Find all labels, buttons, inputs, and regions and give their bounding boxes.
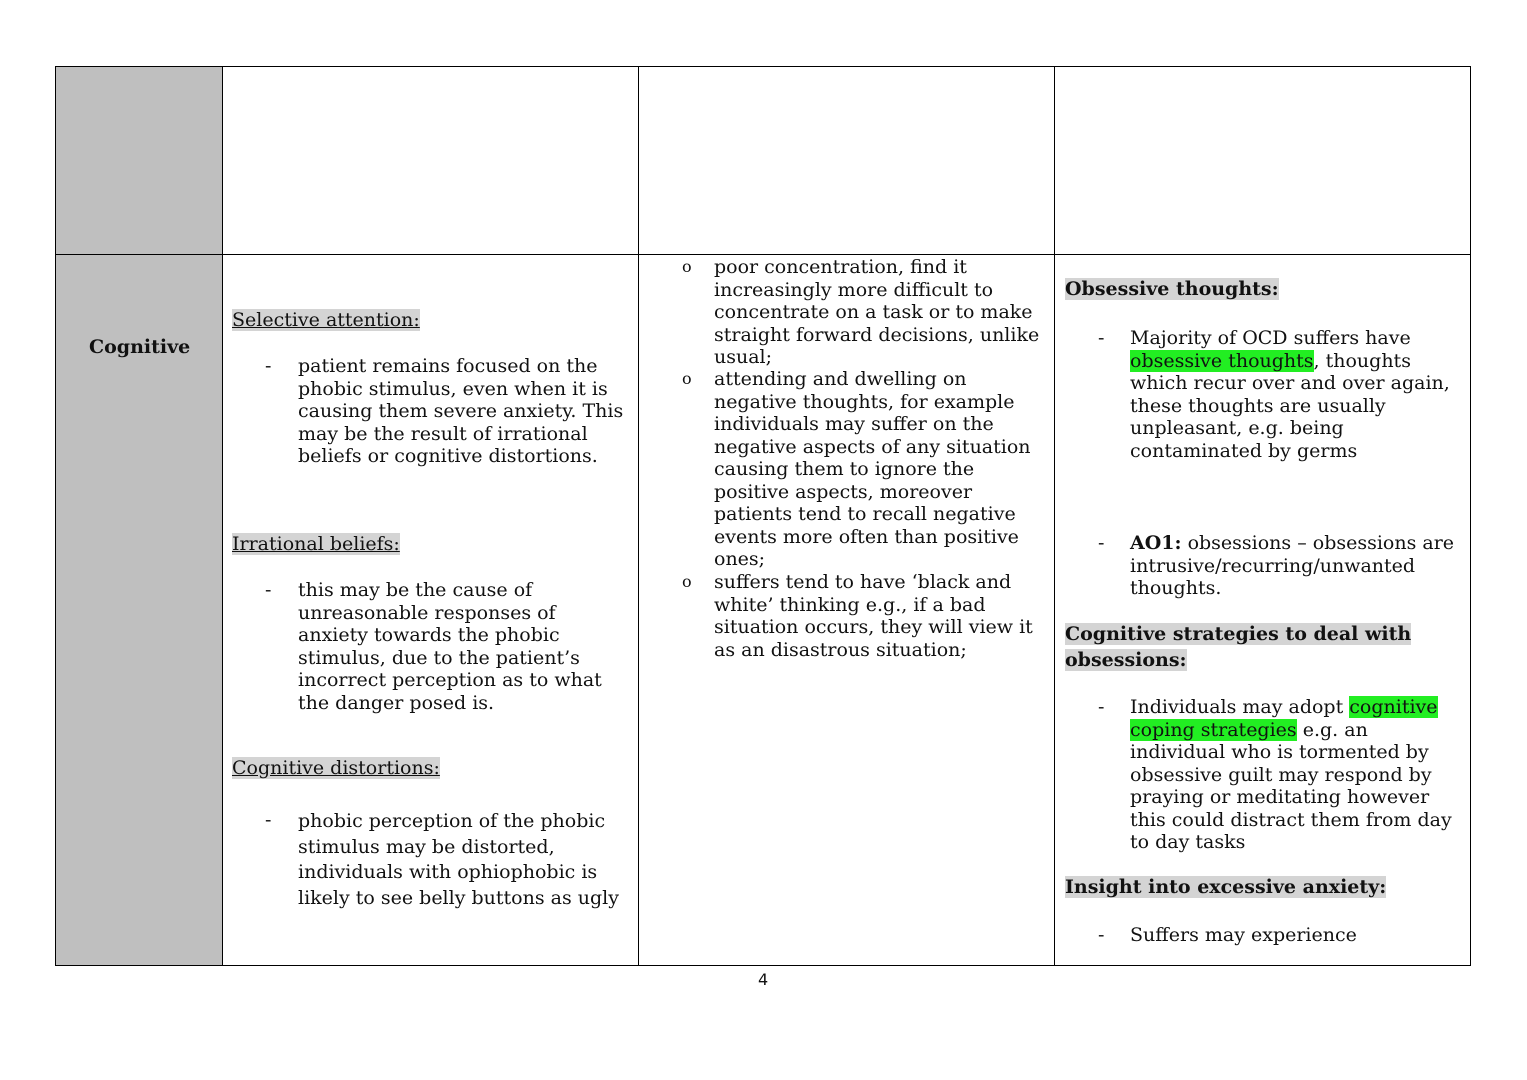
highlight-cognitive: cognitive [1349,696,1438,718]
dash-bullet: - [265,579,272,601]
section-heading-insight: Insight into excessive anxiety: [1065,876,1387,898]
list-item: attending and dwelling on negative thoughts, for example individuals may suffer on the negative aspects of any situation causing them to ignore the positive aspects, moreover patients tend to recall negative events more often than positive ones; [714,368,1031,570]
list-item: Individuals may adopt cognitive coping strategies e.g. an individual who is tormented by obsessive guilt may respond by praying or meditating however this could distract them from day to day tasks [1130,696,1452,853]
row-label: Cognitive [89,336,191,358]
circle-bullet: o [682,572,692,591]
list-item: this may be the cause of unreasonable responses of anxiety towards the phobic stimulus, due to the patient’s incorrect perception as to what the danger posed is. [298,579,602,714]
list-item: poor concentration, find it increasingly more difficult to concentrate on a task or to make straight forward decisions, unlike usual; [714,256,1040,368]
section-heading-cognitive-strategies: Cognitive strategies to deal with obsessions: [1065,623,1412,671]
dash-bullet: - [265,355,272,377]
column-divider-1 [222,66,223,966]
ao1-label: AO1: [1130,532,1182,554]
list-item: patient remains focused on the phobic stimulus, even when it is causing them severe anxiety. This may be the result of irrational beliefs or cognitive distortions. [298,355,624,467]
circle-bullet: o [682,369,692,388]
highlight-coping-strategies: coping strategies [1130,718,1297,741]
column-divider-2 [638,66,639,966]
dash-bullet: - [265,809,272,831]
section-heading-irrational-beliefs: Irrational beliefs: [232,533,400,555]
list-item: phobic perception of the phobic stimulus may be distorted, individuals with ophiophobic is likely to see belly buttons as ugly [298,810,619,909]
section-heading-selective-attention: Selective attention: [232,309,420,331]
section-heading-cognitive-distortions: Cognitive distortions: [232,757,440,779]
table-border-bottom [55,965,1471,966]
dash-bullet: - [1098,924,1105,946]
table-border-top [55,66,1471,67]
column-divider-3 [1054,66,1055,966]
list-item: Majority of OCD suffers have obsessive thoughts, thoughts which recur over and over again, these thoughts are usually unpleasant, e.g. being contaminated by germs [1130,327,1450,462]
page-number: 4 [758,970,769,989]
row-divider [55,254,1471,255]
dash-bullet: - [1098,327,1105,349]
list-item: suffers tend to have ‘black and white’ thinking e.g., if a bad situation occurs, they will view it as an disastrous situation; [714,571,1033,661]
list-item: Suffers may experience [1130,924,1357,946]
table-border-left [55,66,56,966]
list-item: AO1: obsessions – obsessions are intrusive/recurring/unwanted thoughts. [1130,532,1455,599]
dash-bullet: - [1098,532,1105,554]
highlight-obsessive-thoughts: obsessive thoughts [1130,349,1314,372]
label-column-shading [56,67,222,965]
circle-bullet: o [682,257,692,276]
table-border-right [1470,66,1471,966]
dash-bullet: - [1098,696,1105,718]
section-heading-obsessive-thoughts: Obsessive thoughts: [1065,278,1279,300]
